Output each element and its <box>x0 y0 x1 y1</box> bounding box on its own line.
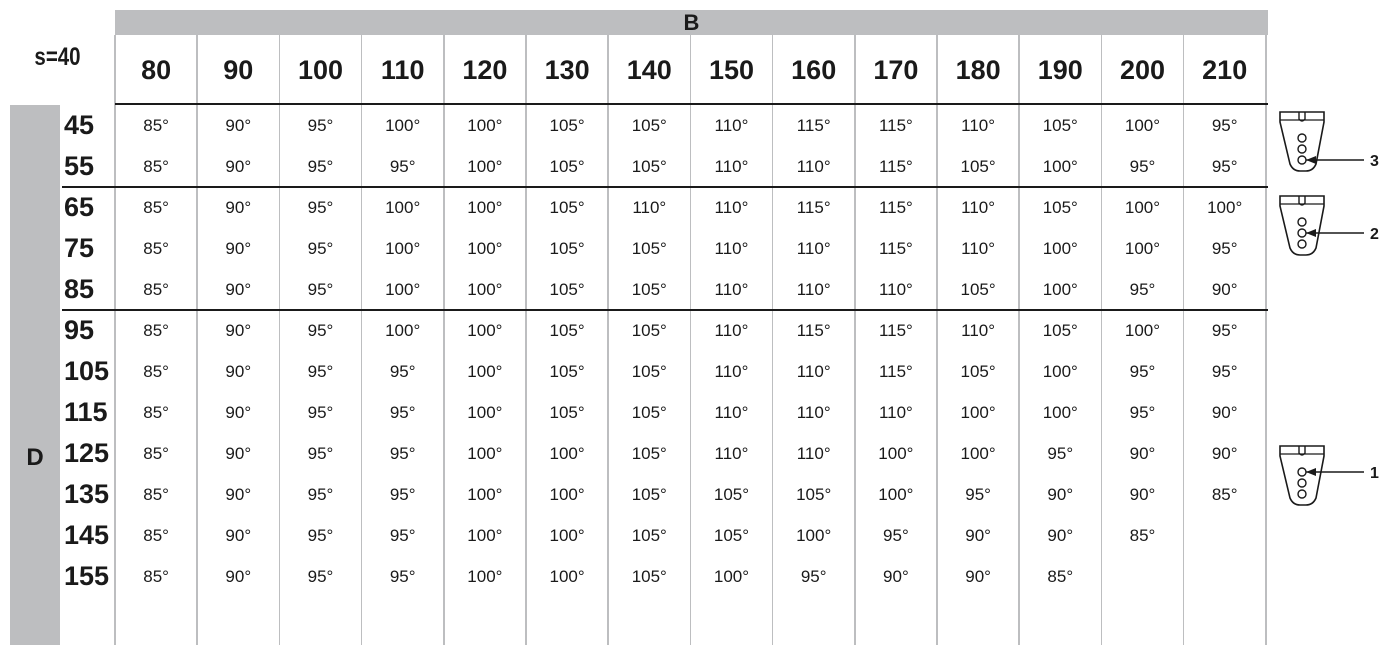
angle-cell: 115° <box>878 361 913 381</box>
row-header: 95 <box>64 315 95 345</box>
angle-cell: 105° <box>713 484 750 504</box>
row-header: 85 <box>64 274 95 304</box>
angle-cell: 100° <box>385 197 421 217</box>
angle-cell: 100° <box>467 361 503 381</box>
angle-cell: 95° <box>1211 361 1238 381</box>
angle-cell: 95° <box>1129 279 1156 299</box>
angle-cell: 110° <box>796 443 831 463</box>
angle-cell: 95° <box>1047 443 1074 463</box>
angle-cell: 100° <box>385 238 421 258</box>
angle-cell: 95° <box>389 156 416 176</box>
angle-cell: 90° <box>1047 525 1074 545</box>
angle-cell: 100° <box>1042 279 1078 299</box>
angle-cell: 100° <box>878 443 914 463</box>
angle-cell <box>1184 556 1266 597</box>
angle-cell: 100° <box>467 115 503 135</box>
angle-cell: 85° <box>143 238 169 258</box>
angle-cell: 100° <box>1042 361 1078 381</box>
angle-cell: 100° <box>467 566 503 586</box>
angle-cell: 110° <box>796 361 831 381</box>
angle-cell: 90° <box>965 525 991 545</box>
angle-cell: 90° <box>225 525 252 545</box>
angle-cell: 95° <box>307 238 334 258</box>
column-header: 130 <box>544 54 590 85</box>
angle-cell: 105° <box>631 443 667 463</box>
column-header: 190 <box>1037 54 1083 85</box>
angle-cell: 105° <box>549 238 585 258</box>
angle-cell: 105° <box>549 279 585 299</box>
angle-cell: 100° <box>1124 197 1161 217</box>
angle-cell: 95° <box>389 443 416 463</box>
row-header: 155 <box>64 561 110 591</box>
angle-cell: 85° <box>143 443 169 463</box>
angle-cell: 95° <box>965 484 991 504</box>
angle-cell: 100° <box>467 156 503 176</box>
row-header: 45 <box>64 110 95 140</box>
angle-cell: 105° <box>549 402 585 422</box>
angle-cell: 100° <box>549 525 585 545</box>
angle-cell: 100° <box>960 402 996 422</box>
angle-cell: 110° <box>796 156 831 176</box>
angle-cell: 115° <box>796 197 831 217</box>
angle-cell: 100° <box>796 525 832 545</box>
angle-cell: 95° <box>307 361 334 381</box>
angle-cell: 110° <box>714 279 749 299</box>
angle-cell: 100° <box>960 443 996 463</box>
column-header: 200 <box>1119 54 1166 85</box>
angle-cell: 115° <box>878 238 913 258</box>
angle-cell: 100° <box>1124 320 1161 340</box>
angle-cell: 100° <box>549 484 585 504</box>
column-header: 160 <box>791 54 837 85</box>
angle-cell: 105° <box>549 156 585 176</box>
angle-cell: 105° <box>549 361 585 381</box>
angle-cell: 85° <box>143 197 169 217</box>
column-group-label: B <box>683 9 700 35</box>
angle-cell: 105° <box>960 279 996 299</box>
angle-cell: 115° <box>878 320 913 340</box>
angle-cell: 90° <box>1211 402 1238 422</box>
angle-cell: 85° <box>143 115 169 135</box>
angle-cell: 95° <box>1129 156 1156 176</box>
angle-cell: 85° <box>143 525 169 545</box>
angle-cell: 90° <box>1211 279 1238 299</box>
angle-cell: 85° <box>143 402 169 422</box>
angle-cell: 105° <box>1042 115 1078 135</box>
angle-cell: 100° <box>467 525 503 545</box>
angle-cell: 90° <box>225 484 252 504</box>
column-header: 80 <box>141 54 172 85</box>
angle-cell: 100° <box>467 443 503 463</box>
angle-cell: 105° <box>713 525 750 545</box>
angle-cell: 105° <box>960 361 996 381</box>
row-header: 65 <box>64 192 95 222</box>
angle-cell: 95° <box>389 525 416 545</box>
angle-cell: 105° <box>631 238 667 258</box>
hole-position-label: 2 <box>1370 226 1379 243</box>
angle-cell: 110° <box>961 238 996 258</box>
angle-cell: 95° <box>1211 320 1238 340</box>
angle-cell: 100° <box>549 566 585 586</box>
angle-cell: 105° <box>549 320 585 340</box>
angle-cell: 85° <box>1047 566 1074 586</box>
angle-cell: 110° <box>961 320 996 340</box>
angle-cell: 100° <box>1124 115 1161 135</box>
column-header: 110 <box>380 54 425 85</box>
angle-cell: 90° <box>225 402 252 422</box>
angle-cell: 85° <box>143 156 169 176</box>
angle-cell: 95° <box>389 361 416 381</box>
angle-cell: 110° <box>714 320 749 340</box>
angle-cell: 95° <box>307 279 334 299</box>
angle-cell: 95° <box>307 566 334 586</box>
angle-cell: 95° <box>307 115 334 135</box>
row-header: 75 <box>64 233 95 263</box>
angle-cell: 110° <box>961 197 996 217</box>
angle-cell: 105° <box>960 156 996 176</box>
column-header: 150 <box>708 54 755 85</box>
angle-cell: 90° <box>1129 443 1156 463</box>
bracket-hole-2-icon <box>1276 192 1386 262</box>
angle-cell: 110° <box>961 115 996 135</box>
angle-cell: 100° <box>467 402 503 422</box>
angle-cell: 115° <box>796 320 831 340</box>
angle-cell: 95° <box>307 525 334 545</box>
angle-cell: 95° <box>1211 115 1238 135</box>
row-header: 145 <box>64 520 110 550</box>
row-group-label: D <box>26 444 44 471</box>
row-header: 55 <box>64 151 95 181</box>
angle-cell: 105° <box>631 279 667 299</box>
column-header: 120 <box>462 54 508 85</box>
angle-cell: 95° <box>307 320 334 340</box>
angle-cell: 85° <box>143 279 169 299</box>
angle-cell: 95° <box>883 525 909 545</box>
angle-cell: 85° <box>143 484 169 504</box>
angle-cell: 90° <box>225 566 252 586</box>
angle-cell: 100° <box>385 279 421 299</box>
angle-cell: 105° <box>631 156 667 176</box>
angle-cell: 90° <box>225 115 252 135</box>
angle-cell: 110° <box>714 402 749 422</box>
angle-cell: 90° <box>1129 484 1156 504</box>
angle-cell: 95° <box>389 566 416 586</box>
column-header: 90 <box>223 54 254 85</box>
angle-cell: 100° <box>467 279 503 299</box>
angle-cell: 110° <box>878 402 913 422</box>
angle-cell: 100° <box>1042 238 1078 258</box>
angle-cell: 100° <box>1042 402 1078 422</box>
angle-cell: 115° <box>796 115 831 135</box>
row-group-band <box>10 105 60 645</box>
angle-cell <box>1101 556 1183 597</box>
angle-cell: 115° <box>878 156 913 176</box>
angle-cell: 100° <box>385 115 421 135</box>
angle-cell: 90° <box>1047 484 1074 504</box>
angle-cell: 105° <box>549 197 585 217</box>
angle-cell: 100° <box>467 197 503 217</box>
angle-cell: 105° <box>1042 197 1078 217</box>
angle-cell: 85° <box>1129 525 1156 545</box>
row-header: 115 <box>64 397 108 427</box>
angle-cell: 95° <box>307 484 334 504</box>
angle-cell: 100° <box>467 238 503 258</box>
angle-cell: 95° <box>389 484 416 504</box>
angle-cell: 100° <box>467 320 503 340</box>
angle-cell: 110° <box>796 238 831 258</box>
angle-cell: 105° <box>1042 320 1078 340</box>
column-header: 140 <box>626 54 672 85</box>
angle-cell: 105° <box>796 484 832 504</box>
hole-position-label: 3 <box>1370 153 1379 170</box>
bracket-hole-3-icon <box>1276 108 1386 178</box>
angle-cell: 100° <box>1207 197 1243 217</box>
angle-cell: 100° <box>385 320 421 340</box>
angle-cell: 90° <box>225 156 252 176</box>
angle-cell: 105° <box>631 525 667 545</box>
angle-cell: 115° <box>878 197 913 217</box>
column-header: 210 <box>1202 54 1248 85</box>
angle-cell: 90° <box>225 443 252 463</box>
angle-cell: 85° <box>143 566 169 586</box>
angle-cell: 110° <box>714 238 749 258</box>
corner-label: s=40 <box>34 43 81 71</box>
angle-cell: 95° <box>1129 361 1156 381</box>
angle-cell: 105° <box>631 115 667 135</box>
angle-cell: 110° <box>632 197 667 217</box>
row-header: 125 <box>64 438 110 468</box>
angle-cell: 110° <box>878 279 913 299</box>
angle-cell: 105° <box>631 402 667 422</box>
angle-cell: 90° <box>883 566 909 586</box>
bracket-hole-1-icon <box>1276 442 1386 512</box>
angle-cell: 100° <box>878 484 914 504</box>
angle-cell: 85° <box>143 320 169 340</box>
angle-cell: 105° <box>549 115 585 135</box>
angle-cell: 110° <box>796 402 831 422</box>
angle-cell: 95° <box>307 156 334 176</box>
angle-cell: 95° <box>307 197 334 217</box>
angle-cell: 100° <box>549 443 585 463</box>
angle-cell: 110° <box>796 279 831 299</box>
angle-cell: 110° <box>714 156 749 176</box>
angle-cell: 90° <box>1211 443 1238 463</box>
angle-cell: 110° <box>714 115 749 135</box>
angle-cell: 95° <box>1211 156 1238 176</box>
angle-cell: 90° <box>965 566 991 586</box>
angle-cell: 110° <box>714 197 749 217</box>
column-header: 180 <box>955 54 1001 85</box>
column-header: 100 <box>297 54 344 85</box>
angle-cell: 105° <box>631 361 667 381</box>
angle-cell: 95° <box>1129 402 1156 422</box>
angle-cell: 95° <box>800 566 827 586</box>
angle-cell: 110° <box>714 361 749 381</box>
hole-position-label: 1 <box>1370 465 1379 482</box>
angle-cell: 95° <box>307 402 334 422</box>
angle-cell: 90° <box>225 320 252 340</box>
angle-cell: 105° <box>631 566 667 586</box>
angle-cell: 100° <box>713 566 750 586</box>
angle-cell: 90° <box>225 238 252 258</box>
angle-cell: 90° <box>225 279 252 299</box>
angle-cell: 100° <box>1124 238 1161 258</box>
angle-cell: 115° <box>878 115 913 135</box>
angle-cell: 105° <box>631 484 667 504</box>
angle-cell: 100° <box>1042 156 1078 176</box>
angle-cell: 90° <box>225 197 252 217</box>
angle-cell: 110° <box>714 443 749 463</box>
angle-cell: 85° <box>1211 484 1238 504</box>
angle-cell: 90° <box>225 361 252 381</box>
row-header: 105 <box>64 356 110 386</box>
angle-cell: 95° <box>1211 238 1238 258</box>
angle-cell: 95° <box>307 443 334 463</box>
angle-cell: 105° <box>631 320 667 340</box>
angle-cell <box>1184 515 1266 556</box>
column-header: 170 <box>873 54 919 85</box>
row-header: 135 <box>64 479 110 509</box>
angle-cell: 100° <box>467 484 503 504</box>
angle-cell: 85° <box>143 361 169 381</box>
angle-cell: 95° <box>389 402 416 422</box>
